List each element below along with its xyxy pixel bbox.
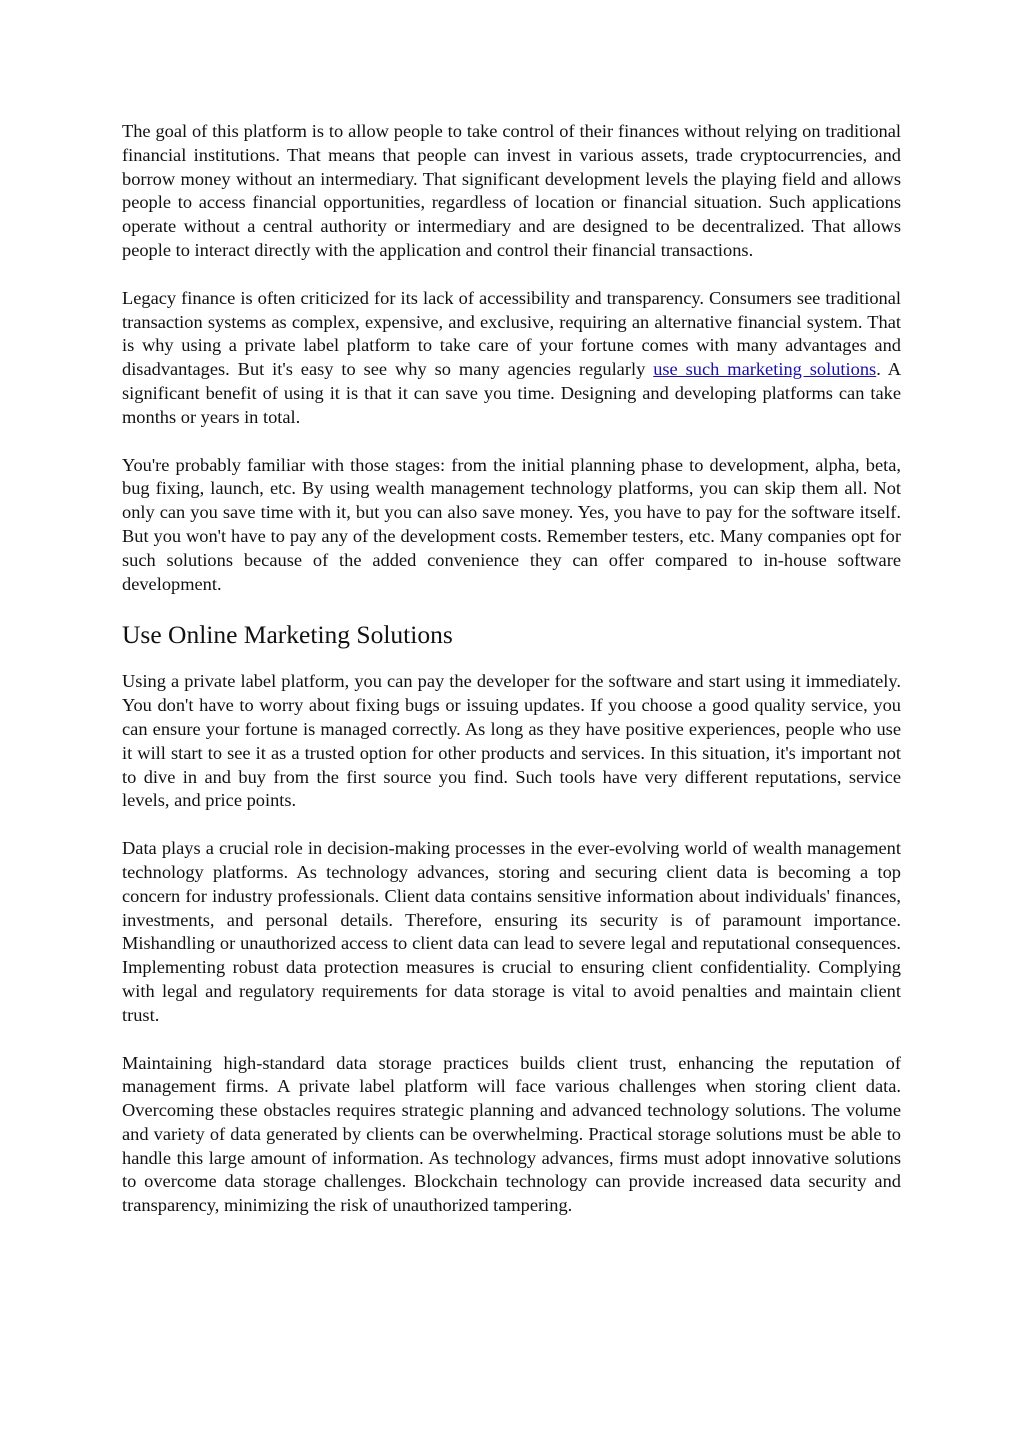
paragraph-data-storage: Maintaining high-standard data storage practices builds client trust, enhancing the reputation of management firms. A private label platform will face various challenges when storing client data. Overcoming these obstacles requires strategic planning and advanced technology solutions. The volume and variety of data generated by clients can be overwhelming. Practical storage solutions must be able to handle this large amount of information. As technology advances, firms must adopt innovative solutions to overcome data storage challenges. Blockchain technology can provide increased data security and transparency, minimizing the risk of unauthorized tampering.	[122, 1052, 901, 1216]
paragraph-development-stages: You're probably familiar with those stages: from the initial planning phase to development, alpha, beta, bug fixing, launch, etc. By using wealth management technology platforms, you can skip them all. Not only can you save time with it, but you can also save money. Yes, you have to pay for the software itself. But you won't have to pay any of the development costs. Remember testers, etc. Many companies opt for such solutions because of the added convenience they can offer compared to in-house software development.	[122, 454, 901, 594]
section-heading: Use Online Marketing Solutions	[122, 620, 453, 650]
paragraph-text: . A significant benefit of using it is that it can save you time. Designing and developing platforms can take months or years in total.	[122, 359, 901, 427]
paragraph-legacy-finance	[122, 287, 901, 430]
marketing-solutions-link[interactable]: use such marketing solutions	[653, 359, 877, 380]
paragraph-text: Legacy finance is often criticized for its lack of accessibility and transparency. Consumers see traditional transaction systems as complex, expensive, and exclusive, requiring an alternative financial system. That is why using a private label platform to take care of your fortune comes with many advantages and disadvantages. But it's easy to see why so many agencies regularly	[122, 287, 901, 380]
paragraph-data-role: Data plays a crucial role in decision-making processes in the ever-evolving world of wealth management technology platforms. As technology advances, storing and securing client data is becoming a top concern for industry professionals. Client data contains sensitive information about individuals' finances, investments, and personal details. Therefore, ensuring its security is of paramount importance. Mishandling or unauthorized access to client data can lead to severe legal and reputational consequences. Implementing robust data protection measures is crucial to ensuring client confidentiality. Complying with legal and regulatory requirements for data storage is vital to avoid penalties and maintain client trust.	[122, 838, 901, 1025]
document-page	[122, 120, 901, 1242]
paragraph-platform-goal: The goal of this platform is to allow people to take control of their finances without relying on traditional financial institutions. That means that people can invest in various assets, trade cryptocurrencies, and borrow money without an intermediary. That significant development levels the playing field and allows people to access financial opportunities, regardless of location or financial situation. Such applications operate without a central authority or intermediary and are designed to be decentralized. That allows people to interact directly with the application and control their financial transactions.	[122, 121, 901, 260]
paragraph-private-label: Using a private label platform, you can pay the developer for the software and start using it immediately. You don't have to worry about fixing bugs or issuing updates. If you choose a good quality service, you can ensure your fortune is managed correctly. As long as they have positive experiences, people who use it will start to see it as a trusted option for other products and services. In this situation, it's important not to dive in and buy from the first source you find. Such tools have very different reputations, service levels, and price points.	[122, 671, 901, 811]
